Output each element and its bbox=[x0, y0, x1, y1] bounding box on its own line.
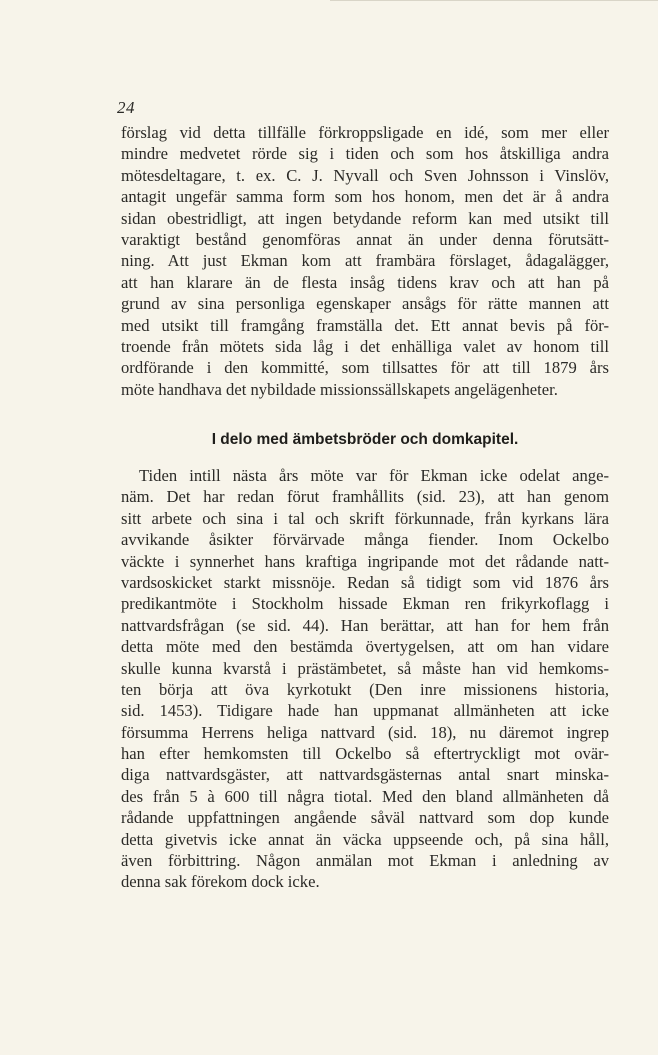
text-line: sidan obestridligt, att ingen betydande reform kan med utsikt till bbox=[121, 208, 609, 228]
text-line: näm. Det har redan förut framhållits (sid. 23), att han genom bbox=[121, 487, 609, 507]
text-line: denna sak förekom dock icke. bbox=[121, 872, 320, 892]
text-line: des från 5 à 600 till några tiotal. Med den bland allmänheten då bbox=[121, 786, 609, 806]
text-line: Tiden intill nästa års möte var för Ekman icke odelat ange- bbox=[139, 466, 609, 485]
text-line: grund av sina personliga egenskaper ansågs för rätte mannen att bbox=[121, 294, 609, 314]
text-line: predikantmöte i Stockholm hissade Ekman ren frikyrkoflagg i bbox=[121, 594, 609, 614]
text-line: varaktigt bestånd genomföras annat än under denna förutsätt- bbox=[121, 229, 609, 249]
text-line: detta givetvis icke annat än väcka uppseende och, på sina håll, bbox=[121, 829, 609, 849]
text-line: väckte i synnerhet hans kraftiga ingripande mot det rådande natt- bbox=[121, 551, 609, 571]
text-line: förslag vid detta tillfälle förkroppsligade en idé, som mer eller bbox=[121, 123, 609, 142]
text-line: försumma Herrens heliga nattvard (sid. 18), nu däremot ingrep bbox=[121, 722, 609, 742]
text-line: troende från mötets sida låg i det enhälliga valet av honom till bbox=[121, 336, 609, 356]
text-line: skulle kunna kvarstå i prästämbetet, så måste han vid hemkoms- bbox=[121, 658, 609, 678]
text-line: vardsoskicket starkt missnöje. Redan så tidigt som vid 1876 års bbox=[121, 572, 609, 592]
text-line: även förbittring. Någon anmälan mot Ekman i anledning av bbox=[121, 851, 609, 871]
text-line: att han klarare än de flesta insåg tidens krav och att han på bbox=[121, 272, 609, 292]
text-line: möte handhava det nybildade missionssällskapets angelägenheter. bbox=[121, 379, 558, 399]
text-line: mindre medvetet rörde sig i tiden och som hos åtskilliga andra bbox=[121, 144, 609, 164]
text-line: nattvardsfrågan (se sid. 44). Han berättar, att han for hem från bbox=[121, 615, 609, 635]
paragraph-2 bbox=[121, 465, 609, 893]
page-number: 24 bbox=[117, 98, 135, 117]
text-line: ordförande i den kommitté, som tillsattes för att till 1879 års bbox=[121, 358, 609, 378]
text-line: han efter hemkomsten till Ockelbo så eftertryckligt mot ovär- bbox=[121, 744, 609, 764]
text-line: ning. Att just Ekman kom att frambära förslaget, ådagalägger, bbox=[121, 251, 609, 271]
text-line: detta möte med den bestämda övertygelsen, att om han vidare bbox=[121, 637, 609, 657]
text-line: mötesdeltagare, t. ex. C. J. Nyvall och Sven Johnsson i Vinslöv, bbox=[121, 165, 609, 185]
text-line: diga nattvardsgäster, att nattvardsgästernas antal snart minska- bbox=[121, 765, 609, 785]
text-line: antagit ungefär samma form som hos honom, men det är å andra bbox=[121, 187, 609, 207]
text-line: med utsikt till framgång framställa det. Ett annat bevis på för- bbox=[121, 315, 609, 335]
text-line: rådande uppfattningen angående såväl nattvard som dop kunde bbox=[121, 808, 609, 828]
page-edge-line bbox=[330, 0, 658, 1]
text-line: sitt arbete och sina i tal och skrift förkunnade, från kyrkans lära bbox=[121, 508, 609, 528]
section-heading: I delo med ämbetsbröder och domkapitel. bbox=[211, 431, 519, 448]
text-line: avvikande åsikter förvärvade många fiender. Inom Ockelbo bbox=[121, 530, 609, 550]
paragraph-1 bbox=[121, 122, 609, 400]
text-line: sid. 1453). Tidigare hade han uppmanat allmänheten att icke bbox=[121, 701, 609, 721]
text-line: ten börja att öva kyrkotukt (Den inre missionens historia, bbox=[121, 679, 609, 699]
